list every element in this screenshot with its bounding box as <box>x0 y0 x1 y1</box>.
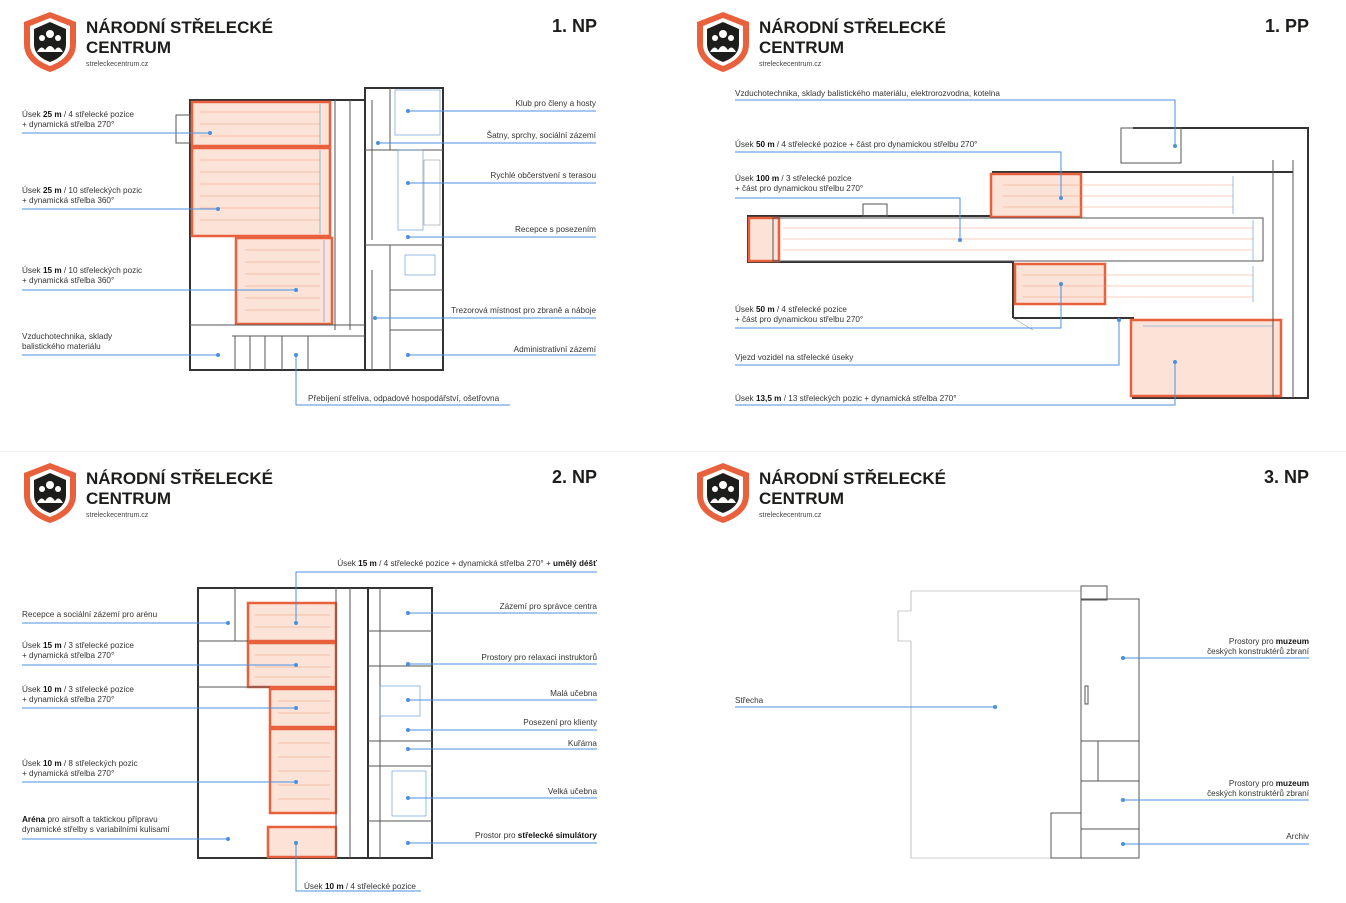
label-zazemi-spravce: Zázemí pro správce centra <box>499 602 597 611</box>
label-strecha: Střecha <box>735 696 764 705</box>
label-relaxace: Prostory pro relaxaci instruktorů <box>481 653 597 662</box>
brand-url: streleckecentrum.cz <box>86 61 149 68</box>
label-recepce: Recepce s posezením <box>514 225 596 234</box>
panel-3np <box>673 451 1346 902</box>
label-usek-100m: Úsek 100 m / 3 střelecké pozice + část pro dynamickou střelbu 270° <box>735 174 864 193</box>
label-archiv: Archiv <box>1286 832 1309 841</box>
label-usek-15m: Úsek 15 m / 10 střeleckých pozic + dynamická střelba 360° <box>22 266 143 285</box>
floor-title: 1. NP <box>551 16 597 36</box>
label-usek-50m-a: Úsek 50 m / 4 střelecké pozice + část pro dynamickou střelbu 270° <box>735 140 978 149</box>
brand-name: NÁRODNÍ STŘELECKÉ CENTRUM <box>86 18 274 57</box>
brand-name: NÁRODNÍ STŘELECKÉ CENTRUM <box>86 469 274 508</box>
floor-title: 3. NP <box>1263 467 1309 487</box>
label-posezeni: Posezení pro klienty <box>523 718 597 727</box>
label-recepce-arena: Recepce a sociální zázemí pro arénu <box>22 610 158 619</box>
label-usek-13m: Úsek 13,5 m / 13 střeleckých pozic + dynamická střelba 270° <box>735 394 957 403</box>
label-mala-ucebna: Malá učebna <box>550 689 597 698</box>
label-klub: Klub pro členy a hosty <box>515 99 596 108</box>
label-usek-50m-b: Úsek 50 m / 4 střelecké pozice + část pro dynamickou střelbu 270° <box>735 305 864 324</box>
brand-url: streleckecentrum.cz <box>759 61 822 68</box>
label-velka-ucebna: Velká učebna <box>547 787 597 796</box>
floor-title: 1. PP <box>1264 16 1309 36</box>
brand-name: NÁRODNÍ STŘELECKÉ CENTRUM <box>759 469 947 508</box>
panel-1pp <box>673 0 1346 451</box>
label-vzduchotechnika: Vzduchotechnika, sklady balistického materiálu <box>22 332 113 351</box>
panel-1np <box>0 0 673 451</box>
label-kurarna: Kuřárna <box>567 739 597 748</box>
brand-url: streleckecentrum.cz <box>86 512 149 519</box>
floor-plan <box>673 451 1346 902</box>
label-satny: Šatny, sprchy, sociální zázemí <box>486 131 596 140</box>
label-usek-10m-a: Úsek 10 m / 3 střelecké pozice + dynamická střelba 270° <box>22 685 134 704</box>
label-usek-25m-a: Úsek 25 m / 4 střelecké pozice + dynamická střelba 270° <box>22 110 134 129</box>
brand-name: NÁRODNÍ STŘELECKÉ CENTRUM <box>759 18 947 57</box>
label-technika: Vzduchotechnika, sklady balistického materiálu, elektrorozvodna, kotelna <box>735 89 1000 98</box>
label-muzeum-b: Prostory pro muzeum českých konstruktérů zbraní <box>1207 779 1309 798</box>
label-arena: Aréna pro airsoft a taktickou přípravu dynamické střelby s variabilními kulisami <box>22 815 170 834</box>
label-usek-15m: Úsek 15 m / 3 střelecké pozice + dynamická střelba 270° <box>22 641 134 660</box>
label-usek-25m-b: Úsek 25 m / 10 střeleckých pozic + dynamická střelba 360° <box>22 186 143 205</box>
label-usek-10m-c: Úsek 10 m / 4 střelecké pozice <box>304 882 416 891</box>
floor-title: 2. NP <box>551 467 597 487</box>
label-trezor: Trezorová místnost pro zbraně a náboje <box>451 306 596 315</box>
label-prebijeni: Přebíjení střeliva, odpadové hospodářství, ošetřovna <box>308 394 500 403</box>
label-vjezd: Vjezd vozidel na střelecké úseky <box>735 353 854 362</box>
label-administrativa: Administrativní zázemí <box>513 345 596 354</box>
label-muzeum-a: Prostory pro muzeum českých konstruktérů zbraní <box>1207 637 1309 656</box>
label-usek-15m-dest: Úsek 15 m / 4 střelecké pozice + dynamická střelba 270° + umělý déšť <box>337 559 597 568</box>
floor-plan <box>673 0 1346 451</box>
brand-url: streleckecentrum.cz <box>759 512 822 519</box>
label-simulatory: Prostor pro střelecké simulátory <box>475 831 597 840</box>
label-usek-10m-b: Úsek 10 m / 8 střeleckých pozic + dynamická střelba 270° <box>22 759 138 778</box>
label-obcerstveni: Rychlé občerstvení s terasou <box>490 171 596 180</box>
panel-2np <box>0 451 673 902</box>
